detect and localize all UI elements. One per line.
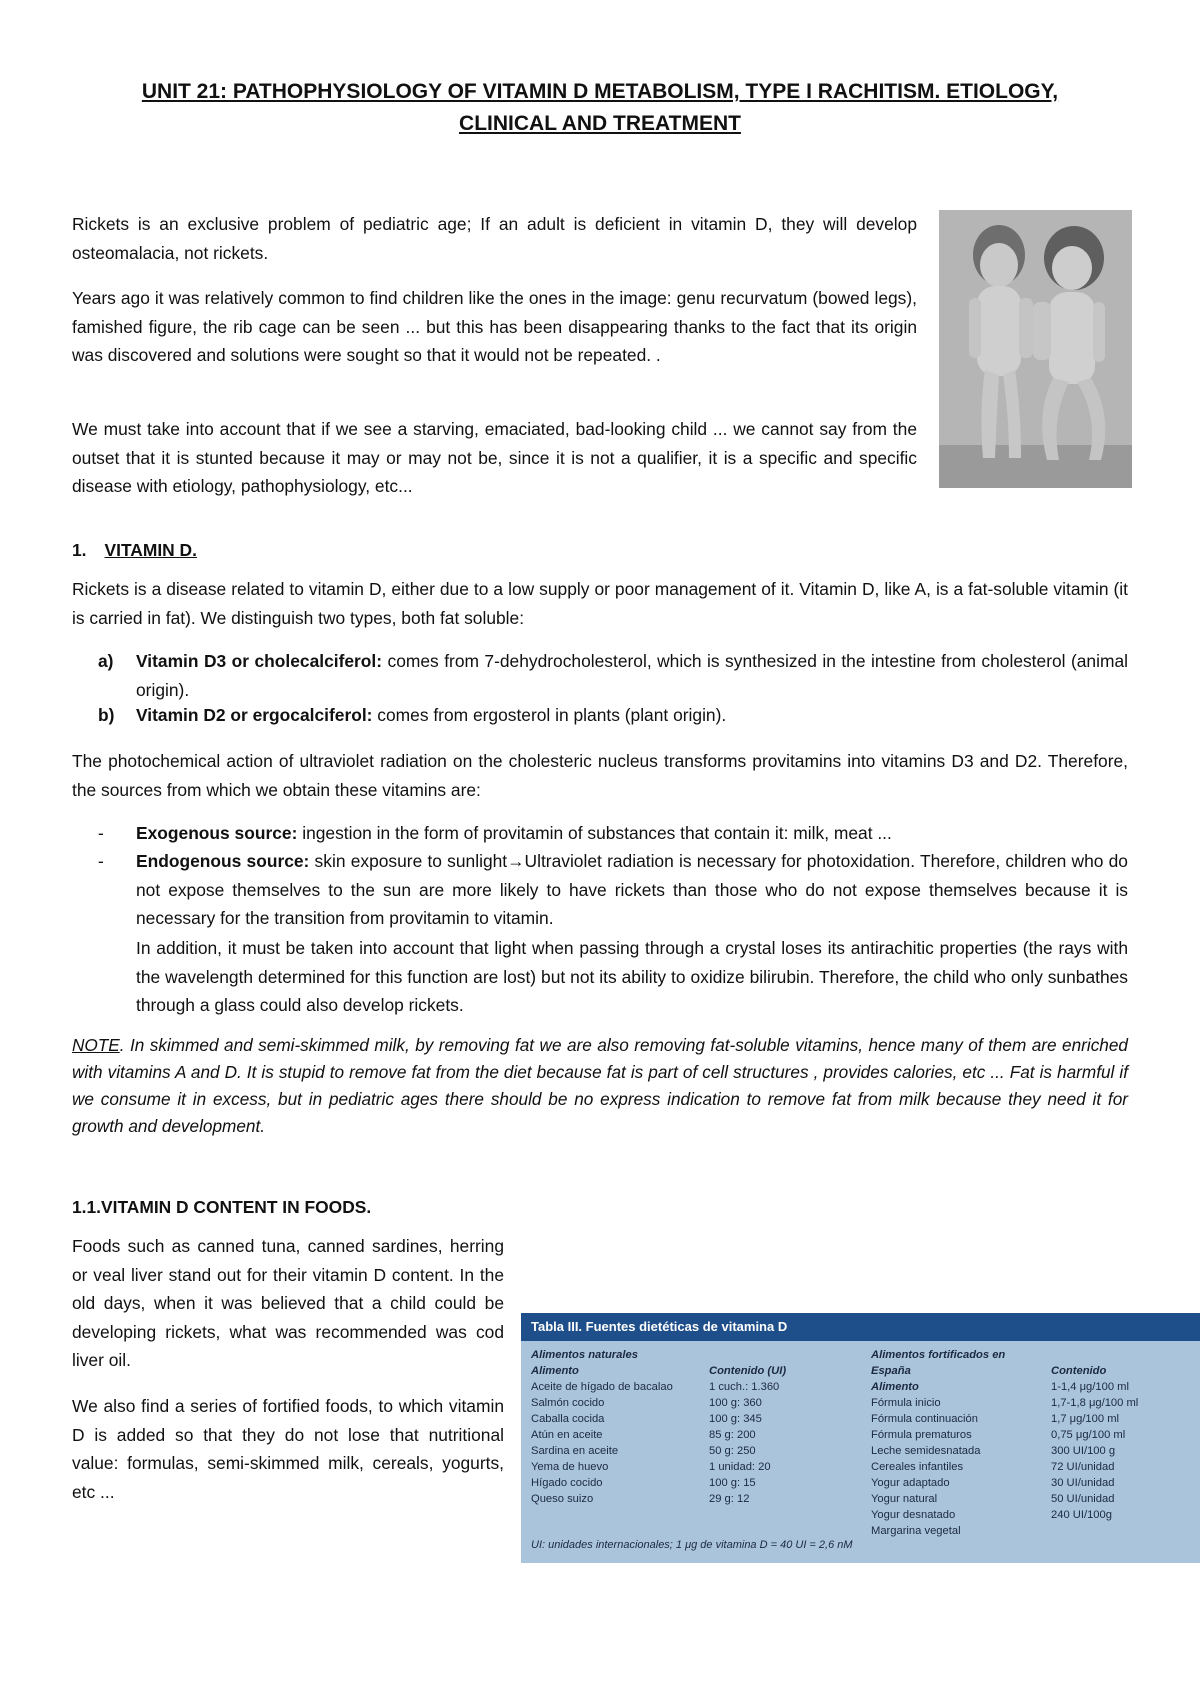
natural-food-header: Alimento <box>531 1365 579 1377</box>
list-marker-a: a) <box>98 651 114 671</box>
natural-content-header: Contenido (UI) <box>709 1365 787 1377</box>
natural-food-values <box>709 1379 839 1507</box>
natural-food-name-2: Caballa cocida <box>531 1413 605 1425</box>
natural-food-name-0: Aceite de hígado de bacalao <box>531 1381 673 1393</box>
vitamin-d2-description: comes from ergosterol in plants (plant origin). <box>372 705 727 725</box>
list-dash: - <box>98 851 104 871</box>
fortified-food-name-0: Fórmula inicio <box>871 1397 941 1409</box>
section-1-heading <box>72 536 197 564</box>
natural-section-label: Alimentos naturales <box>531 1349 638 1361</box>
list-item-vitamin-d3 <box>98 647 1128 704</box>
section-1-paragraph-2: The photochemical action of ultraviolet radiation on the cholesteric nucleus transforms provitamins into vitamins D3 and D2. Therefore, the sources from which we obtain these vitamins are: <box>72 751 1128 800</box>
natural-food-name-6: Hígado cocido <box>531 1477 603 1489</box>
fortified-food-name-6: Yogur natural <box>871 1493 938 1505</box>
fortified-food-column <box>871 1347 1041 1539</box>
fortified-food-name-7: Yogur desnatado <box>871 1509 956 1521</box>
section-1-number: 1. <box>72 540 87 560</box>
endogenous-term: Endogenous source: <box>136 851 310 871</box>
list-item-vitamin-d2 <box>98 701 1128 730</box>
endogenous-additional-paragraph: In addition, it must be taken into account that light when passing through a crystal loses its antirachitic properties (the rays with the wavelength determined for this function are lost) but not its ability to oxidize bilirubin. Therefore, the child who only sunbathes through a glass could also develop rickets. <box>136 938 1128 1015</box>
fortified-food-value-3: 0,75 μg/100 ml <box>1051 1429 1126 1441</box>
fortified-food-value-1: 1,7-1,8 μg/100 ml <box>1051 1397 1139 1409</box>
fortified-food-name-4: Cereales infantiles <box>871 1461 964 1473</box>
list-marker-b: b) <box>98 705 115 725</box>
natural-food-name-1: Salmón cocido <box>531 1397 605 1409</box>
fortified-content-header: Contenido <box>1051 1365 1107 1377</box>
arrow-right-icon: → <box>507 851 525 871</box>
fortified-food-header: Alimento <box>871 1381 919 1393</box>
natural-food-value-7: 29 g: 12 <box>709 1493 750 1505</box>
page-title <box>72 76 1128 140</box>
intro-paragraph-3: We must take into account that if we see a starving, emaciated, bad-looking child ... we cannot say from the outset that it is stunted because it may or may not be, since it is not a qualifier, it is a specific and specific disease with etiology, pathophysiology, etc... <box>72 419 917 496</box>
fortified-food-value-2: 1,7 μg/100 ml <box>1051 1413 1120 1425</box>
natural-food-value-6: 100 g: 15 <box>709 1477 756 1489</box>
note-paragraph <box>72 1032 1128 1140</box>
section-1-paragraph-1: Rickets is a disease related to vitamin D, either due to a low supply or poor management of it. Vitamin D, like A, is a fat-soluble vitamin (it is carried in fat). We distinguish two types, both fat soluble: <box>72 579 1128 628</box>
note-text: . In skimmed and semi-skimmed milk, by removing fat we are also removing fat-soluble vitamins, hence many of them are enriched with vitamins A and D. It is stupid to remove fat from the diet because fat is part of cell structures , provides calories, etc ... Fat is harmful if we consume it in excess, but in pediatric ages there should be no express indication to remove fat from milk because they need it for growth and development. <box>72 1035 1128 1136</box>
endogenous-description-1: skin exposure to sunlight <box>309 851 508 871</box>
natural-food-column <box>531 1347 701 1507</box>
natural-food-name-5: Yema de huevo <box>531 1461 609 1473</box>
fortified-food-value-8: 240 UI/100g <box>1051 1509 1112 1521</box>
table-title: Tabla III. Fuentes dietéticas de vitamina D <box>521 1313 1200 1341</box>
intro-paragraph-2: Years ago it was relatively common to find children like the ones in the image: genu recurvatum (bowed legs), famished figure, the rib cage can be seen ... but this has been disappearing thanks to the fact that its origin was discovered and solutions were sought so that it would not be repeated. . <box>72 288 917 365</box>
natural-food-name-7: Queso suizo <box>531 1493 594 1505</box>
table-body <box>521 1341 1200 1563</box>
table-footnote: UI: unidades internacionales; 1 μg de vitamina D = 40 UI = 2,6 nM <box>531 1539 853 1551</box>
natural-food-value-4: 50 g: 250 <box>709 1445 756 1457</box>
title-line-1: UNIT 21: PATHOPHYSIOLOGY OF VITAMIN D METABOLISM, TYPE I RACHITISM. ETIOLOGY, <box>141 80 1059 103</box>
list-item-endogenous-source <box>98 847 1128 933</box>
fortified-food-value-4: 300 UI/100 g <box>1051 1445 1116 1457</box>
fortified-food-name-5: Yogur adaptado <box>871 1477 950 1489</box>
fortified-food-value-6: 30 UI/unidad <box>1051 1477 1115 1489</box>
fortified-content-column <box>1051 1347 1191 1523</box>
note-label: NOTE <box>72 1035 120 1055</box>
section-1-1-heading: 1.1.VITAMIN D CONTENT IN FOODS. <box>72 1197 372 1217</box>
vitamin-d3-description: comes from 7-dehydrocholesterol, which is synthesized in the intestine from cholesterol (animal origin). <box>136 651 1128 700</box>
title-line-2: CLINICAL AND TREATMENT <box>459 112 741 135</box>
natural-food-name-3: Atún en aceite <box>531 1429 603 1441</box>
fortified-food-values <box>1051 1379 1191 1523</box>
fortified-food-value-0: 1-1,4 μg/100 ml <box>1051 1381 1129 1393</box>
exogenous-description: ingestion in the form of provitamin of substances that contain it: milk, meat ... <box>297 823 892 843</box>
fortified-section-label: Alimentos fortificados en España <box>871 1349 1006 1377</box>
rickets-children-photo <box>939 210 1132 488</box>
list-item-exogenous-source <box>98 819 1128 848</box>
children-photo-illustration <box>939 210 1132 488</box>
fortified-food-name-1: Fórmula continuación <box>871 1413 978 1425</box>
natural-food-names <box>531 1379 701 1507</box>
exogenous-term: Exogenous source: <box>136 823 298 843</box>
vitamin-d-food-sources-table <box>521 1313 1200 1563</box>
natural-food-value-1: 100 g: 360 <box>709 1397 762 1409</box>
natural-food-value-5: 1 unidad: 20 <box>709 1461 771 1473</box>
fortified-food-name-8: Margarina vegetal <box>871 1525 961 1537</box>
natural-food-value-0: 1 cuch.: 1.360 <box>709 1381 780 1393</box>
section-1-1-paragraph-2: We also find a series of fortified foods, to which vitamin D is added so that they do not lose that nutritional value: formulas, semi-skimmed milk, cereals, yogurts, etc ... <box>72 1396 504 1502</box>
fortified-food-name-2: Fórmula prematuros <box>871 1429 972 1441</box>
endogenous-description-2: Ultraviolet radiation is necessary for photoxidation. Therefore, children who do not expose themselves to the sun are more likely to have rickets than those who do not expose themselves because it is necessary for the transition from provitamin to vitamin. <box>136 851 1128 928</box>
section-1-1-paragraph-1: Foods such as canned tuna, canned sardines, herring or veal liver stand out for their vitamin D content. In the old days, when it was believed that a child could be developing rickets, what was recommended was cod liver oil. <box>72 1236 504 1370</box>
natural-food-value-3: 85 g: 200 <box>709 1429 756 1441</box>
natural-food-value-2: 100 g: 345 <box>709 1413 762 1425</box>
intro-paragraph-1: Rickets is an exclusive problem of pediatric age; If an adult is deficient in vitamin D, they will develop osteomalacia, not rickets. <box>72 214 917 263</box>
natural-food-name-4: Sardina en aceite <box>531 1445 619 1457</box>
natural-content-column <box>709 1347 839 1507</box>
fortified-food-value-5: 72 UI/unidad <box>1051 1461 1115 1473</box>
fortified-food-name-3: Leche semidesnatada <box>871 1445 981 1457</box>
list-dash: - <box>98 823 104 843</box>
vitamin-d2-term: Vitamin D2 or ergocalciferol: <box>136 705 373 725</box>
section-1-title: VITAMIN D. <box>104 540 197 560</box>
fortified-food-value-7: 50 UI/unidad <box>1051 1493 1115 1505</box>
fortified-food-names <box>871 1395 1041 1539</box>
vitamin-d3-term: Vitamin D3 or cholecalciferol: <box>136 651 383 671</box>
